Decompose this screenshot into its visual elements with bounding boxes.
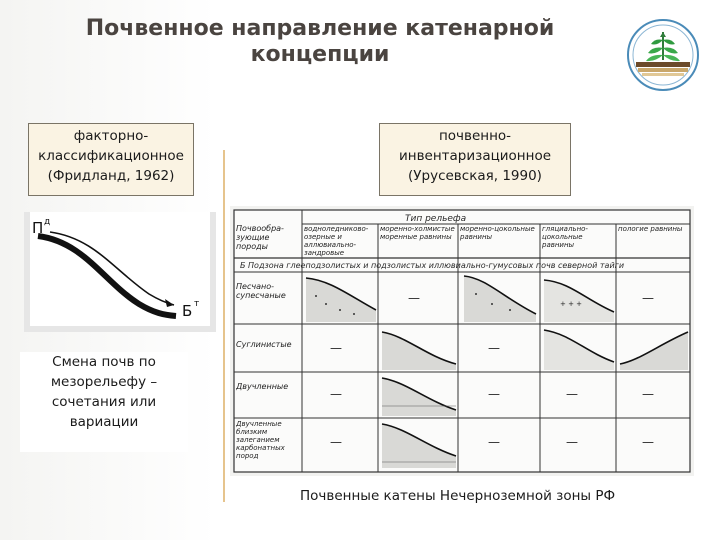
- soil-change-text: [20, 352, 188, 452]
- slope-top-label-sup: д: [44, 217, 51, 227]
- row-label-loamy: Суглинистые: [236, 340, 292, 349]
- slope-bottom-label-sup: т: [194, 299, 200, 309]
- dash-r2c3: —: [488, 341, 500, 355]
- slope-diagram: [24, 212, 216, 332]
- box-left-line-1: факторно-: [73, 128, 149, 144]
- col-header-parent-rock: Почвообра-зующие породы: [236, 224, 284, 251]
- dash-r1c5: —: [642, 291, 654, 305]
- box-bottom-line-1: Смена почв по: [52, 354, 156, 370]
- dash-r4c4: —: [566, 435, 578, 449]
- box-right-line-1: почвенно-: [438, 128, 512, 144]
- box-bottom-line-4: вариации: [69, 414, 139, 430]
- catena-table-figure: [230, 206, 694, 476]
- slide-title: [60, 16, 580, 68]
- box-left-line-2: классификационное: [38, 148, 184, 164]
- emblem-logo: [626, 18, 700, 92]
- row-label-sandy: Песчано-супесчаные: [236, 282, 286, 300]
- box-right-line-3: (Урусевская, 1990): [408, 168, 542, 184]
- dash-r2c1: —: [330, 341, 342, 355]
- factor-classification-box: [28, 123, 194, 196]
- row-label-two-layer-carbonate: Двучленные близким залеганием карбонатных пород: [236, 420, 285, 460]
- box-left-line-3: (Фридланд, 1962): [47, 168, 175, 184]
- col-header-5: пологие равнины: [618, 225, 683, 233]
- dash-r1c2: —: [408, 291, 420, 305]
- slope-bottom-label: Б: [182, 302, 193, 320]
- box-bottom-line-3: сочетания или: [51, 394, 157, 410]
- col-header-4: гляциально-цокольные равнины: [542, 225, 588, 249]
- vertical-divider: [223, 150, 225, 502]
- inventory-box: [379, 123, 571, 196]
- dash-r3c1: —: [330, 387, 342, 401]
- dash-r3c4: —: [566, 387, 578, 401]
- box-bottom-line-2: мезорельефу –: [50, 374, 158, 390]
- row-label-two-layer: Двучленные: [236, 382, 289, 391]
- dash-r4c5: —: [642, 435, 654, 449]
- title-line-1: Почвенное направление катенарной: [85, 16, 555, 41]
- dash-r3c3: —: [488, 387, 500, 401]
- dash-r4c1: —: [330, 435, 342, 449]
- dash-r4c3: —: [488, 435, 500, 449]
- title-line-2: концепции: [250, 42, 390, 67]
- subzone-row: Б Подзона глееподзолистых и подзолистых иллювиально-гумусовых почв северной тайги: [240, 261, 625, 270]
- figure-caption: Почвенные катены Нечерноземной зоны РФ: [300, 488, 616, 504]
- col-header-1: водноледниково-озерные и аллювиально-зандровые: [304, 225, 369, 257]
- dash-r3c5: —: [642, 387, 654, 401]
- col-header-3: моренно-цокольные равнины: [460, 225, 535, 241]
- box-right-line-2: инвентаризационное: [398, 148, 552, 164]
- svg-text:+ + +: + + +: [560, 300, 583, 308]
- slope-top-label: П: [32, 219, 44, 237]
- relief-type-header: Тип рельефа: [405, 214, 467, 224]
- col-header-2: моренно-холмистые моренные равнины: [380, 225, 455, 241]
